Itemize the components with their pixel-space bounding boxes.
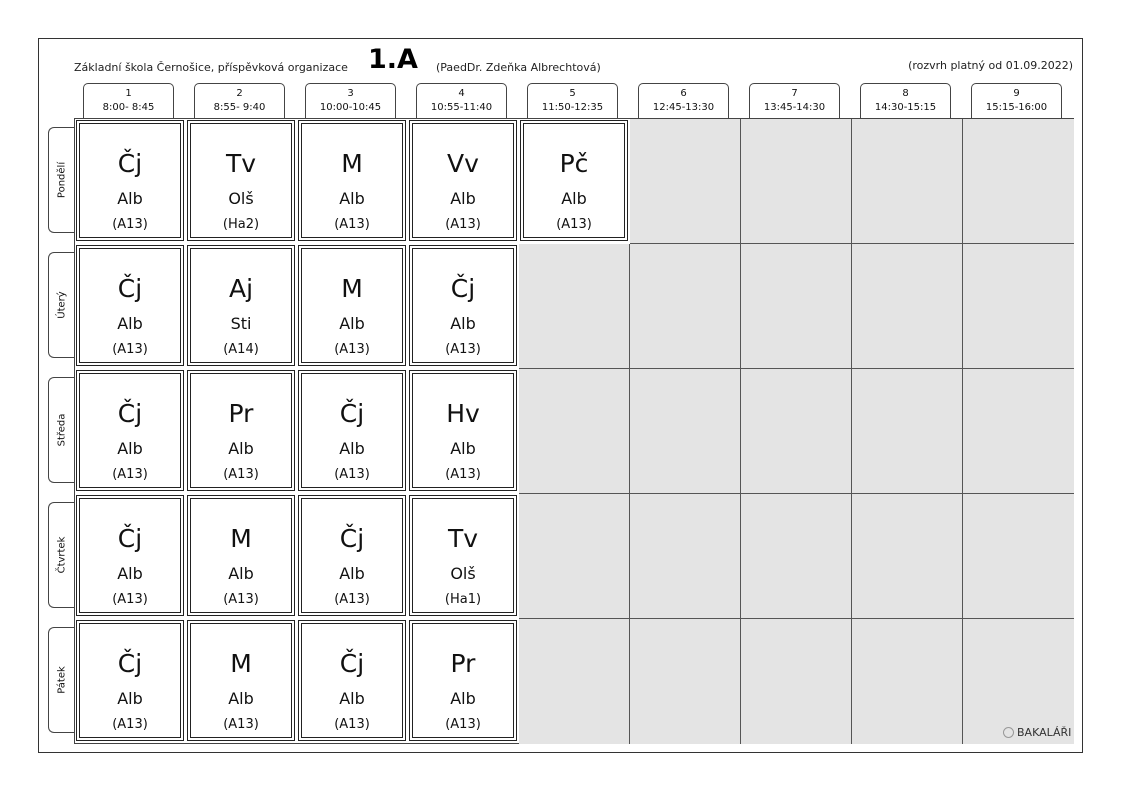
lesson-room: (A14) xyxy=(223,342,259,357)
day-label-1 xyxy=(48,127,74,233)
lesson-subject: Pr xyxy=(450,649,476,678)
lesson-room: (A13) xyxy=(112,592,148,607)
lesson-teacher: Alb xyxy=(228,689,254,708)
lesson-teacher: Alb xyxy=(117,689,143,708)
lesson-room: (A13) xyxy=(223,592,259,607)
lesson-room: (A13) xyxy=(112,467,148,482)
period-number: 2 xyxy=(236,88,243,99)
period-number: 5 xyxy=(569,88,576,99)
lesson-teacher: Alb xyxy=(117,564,143,583)
lesson-room: (A13) xyxy=(334,717,370,732)
period-number: 6 xyxy=(680,88,687,99)
lesson-subject: Čj xyxy=(339,399,365,428)
empty-cell xyxy=(519,244,630,369)
period-header-3 xyxy=(305,83,396,118)
empty-cell xyxy=(852,369,963,494)
empty-cell xyxy=(852,119,963,244)
lesson-subject: Čj xyxy=(339,524,365,553)
empty-cell xyxy=(963,119,1074,244)
lesson-room: (A13) xyxy=(334,467,370,482)
lesson-cell[interactable] xyxy=(409,620,517,741)
lesson-room: (A13) xyxy=(445,342,481,357)
day-label-4 xyxy=(48,502,74,608)
lesson-subject: M xyxy=(230,649,252,678)
period-time: 8:55- 9:40 xyxy=(213,102,266,113)
lesson-teacher: Alb xyxy=(117,314,143,333)
lesson-teacher: Sti xyxy=(230,314,252,333)
lesson-cell[interactable] xyxy=(76,120,184,241)
period-time: 10:55-11:40 xyxy=(430,102,493,113)
timetable-grid xyxy=(74,118,1074,744)
period-time: 12:45-13:30 xyxy=(652,102,715,113)
lesson-cell[interactable] xyxy=(76,245,184,366)
lesson-teacher: Olš xyxy=(228,189,254,208)
lesson-teacher: Alb xyxy=(117,189,143,208)
empty-cell xyxy=(741,494,852,619)
lesson-teacher: Alb xyxy=(339,189,365,208)
lesson-cell[interactable] xyxy=(409,120,517,241)
lesson-subject: Tv xyxy=(447,524,479,553)
lesson-cell[interactable] xyxy=(409,495,517,616)
period-number: 9 xyxy=(1013,88,1020,99)
lesson-teacher: Alb xyxy=(561,189,587,208)
lesson-subject: M xyxy=(230,524,252,553)
lesson-teacher: Alb xyxy=(228,564,254,583)
lesson-subject: Hv xyxy=(446,399,480,428)
period-number: 7 xyxy=(791,88,798,99)
empty-cell xyxy=(630,119,741,244)
lesson-subject: Aj xyxy=(228,274,254,303)
lesson-subject: Čj xyxy=(339,649,365,678)
lesson-room: (A13) xyxy=(445,217,481,232)
day-name: Pátek xyxy=(56,666,67,694)
period-header-5 xyxy=(527,83,618,118)
lesson-cell[interactable] xyxy=(298,370,406,491)
lesson-cell[interactable] xyxy=(298,245,406,366)
empty-cell xyxy=(519,494,630,619)
period-number: 8 xyxy=(902,88,909,99)
period-number: 3 xyxy=(347,88,354,99)
empty-cell xyxy=(741,244,852,369)
lesson-room: (A13) xyxy=(445,467,481,482)
lesson-room: (Ha1) xyxy=(444,592,482,607)
brand-label: BAKALÁŘI xyxy=(1017,726,1072,739)
empty-cell xyxy=(852,619,963,744)
empty-cell xyxy=(852,494,963,619)
day-label-2 xyxy=(48,252,74,358)
period-time: 15:15-16:00 xyxy=(985,102,1048,113)
lesson-room: (A13) xyxy=(445,717,481,732)
empty-cell xyxy=(519,369,630,494)
class-teacher: (PaedDr. Zdeňka Albrechtová) xyxy=(436,61,601,74)
lesson-subject: Čj xyxy=(450,274,476,303)
lesson-subject: Vv xyxy=(447,149,479,178)
period-time: 14:30-15:15 xyxy=(874,102,937,113)
lesson-room: (A13) xyxy=(556,217,592,232)
lesson-teacher: Alb xyxy=(117,439,143,458)
lesson-cell[interactable] xyxy=(76,495,184,616)
brand-footer xyxy=(1003,726,1071,739)
lesson-room: (A13) xyxy=(112,342,148,357)
lesson-teacher: Alb xyxy=(339,689,365,708)
empty-cell xyxy=(963,369,1074,494)
empty-cell xyxy=(630,619,741,744)
period-time: 13:45-14:30 xyxy=(763,102,826,113)
lesson-subject: Pr xyxy=(228,399,254,428)
bakalari-logo-icon xyxy=(1003,727,1014,738)
lesson-cell[interactable] xyxy=(187,120,295,241)
lesson-cell[interactable] xyxy=(298,120,406,241)
lesson-cell[interactable] xyxy=(298,495,406,616)
lesson-teacher: Alb xyxy=(339,439,365,458)
day-name: Úterý xyxy=(56,291,67,319)
lesson-teacher: Olš xyxy=(450,564,476,583)
day-name: Čtvrtek xyxy=(56,536,67,574)
validity-note: (rozvrh platný od 01.09.2022) xyxy=(908,59,1073,72)
empty-cell xyxy=(963,244,1074,369)
period-header-2 xyxy=(194,83,285,118)
period-time: 8:00- 8:45 xyxy=(102,102,155,113)
lesson-teacher: Alb xyxy=(450,314,476,333)
lesson-room: (A13) xyxy=(334,217,370,232)
empty-cell xyxy=(741,619,852,744)
lesson-room: (A13) xyxy=(223,717,259,732)
lesson-cell[interactable] xyxy=(187,245,295,366)
empty-cell xyxy=(630,369,741,494)
period-header-6 xyxy=(638,83,729,118)
lesson-room: (A13) xyxy=(112,217,148,232)
lesson-room: (Ha2) xyxy=(222,217,260,232)
period-header-9 xyxy=(971,83,1062,118)
lesson-room: (A13) xyxy=(334,592,370,607)
day-name: Pondělí xyxy=(56,161,67,199)
period-header-7 xyxy=(749,83,840,118)
lesson-teacher: Alb xyxy=(339,314,365,333)
lesson-cell[interactable] xyxy=(76,620,184,741)
period-header-1 xyxy=(83,83,174,118)
lesson-room: (A13) xyxy=(223,467,259,482)
lesson-subject: Čj xyxy=(117,399,143,428)
lesson-cell[interactable] xyxy=(298,620,406,741)
school-name: Základní škola Černošice, příspěvková organizace xyxy=(74,61,348,74)
lesson-teacher: Alb xyxy=(450,689,476,708)
lesson-cell[interactable] xyxy=(409,370,517,491)
lesson-subject: Tv xyxy=(225,149,257,178)
lesson-cell[interactable] xyxy=(76,370,184,491)
empty-cell xyxy=(630,494,741,619)
day-label-5 xyxy=(48,627,74,733)
empty-cell xyxy=(519,619,630,744)
empty-cell xyxy=(852,244,963,369)
lesson-teacher: Alb xyxy=(339,564,365,583)
lesson-cell[interactable] xyxy=(409,245,517,366)
lesson-teacher: Alb xyxy=(228,439,254,458)
lesson-room: (A13) xyxy=(334,342,370,357)
lesson-subject: Pč xyxy=(559,149,589,178)
lesson-cell[interactable] xyxy=(520,120,628,241)
day-label-3 xyxy=(48,377,74,483)
period-number: 1 xyxy=(125,88,132,99)
lesson-room: (A13) xyxy=(112,717,148,732)
class-name: 1.A xyxy=(368,44,418,75)
lesson-subject: Čj xyxy=(117,274,143,303)
period-header-8 xyxy=(860,83,951,118)
lesson-cell[interactable] xyxy=(187,370,295,491)
empty-cell xyxy=(741,369,852,494)
lesson-subject: Čj xyxy=(117,149,143,178)
lesson-teacher: Alb xyxy=(450,439,476,458)
lesson-subject: M xyxy=(341,274,363,303)
lesson-cell[interactable] xyxy=(187,495,295,616)
lesson-teacher: Alb xyxy=(450,189,476,208)
lesson-subject: Čj xyxy=(117,524,143,553)
lesson-subject: M xyxy=(341,149,363,178)
period-time: 10:00-10:45 xyxy=(319,102,382,113)
period-header-4 xyxy=(416,83,507,118)
period-number: 4 xyxy=(458,88,465,99)
lesson-subject: Čj xyxy=(117,649,143,678)
day-name: Středa xyxy=(56,413,67,447)
empty-cell xyxy=(630,244,741,369)
lesson-cell[interactable] xyxy=(187,620,295,741)
empty-cell xyxy=(963,494,1074,619)
empty-cell xyxy=(741,119,852,244)
period-time: 11:50-12:35 xyxy=(541,102,604,113)
